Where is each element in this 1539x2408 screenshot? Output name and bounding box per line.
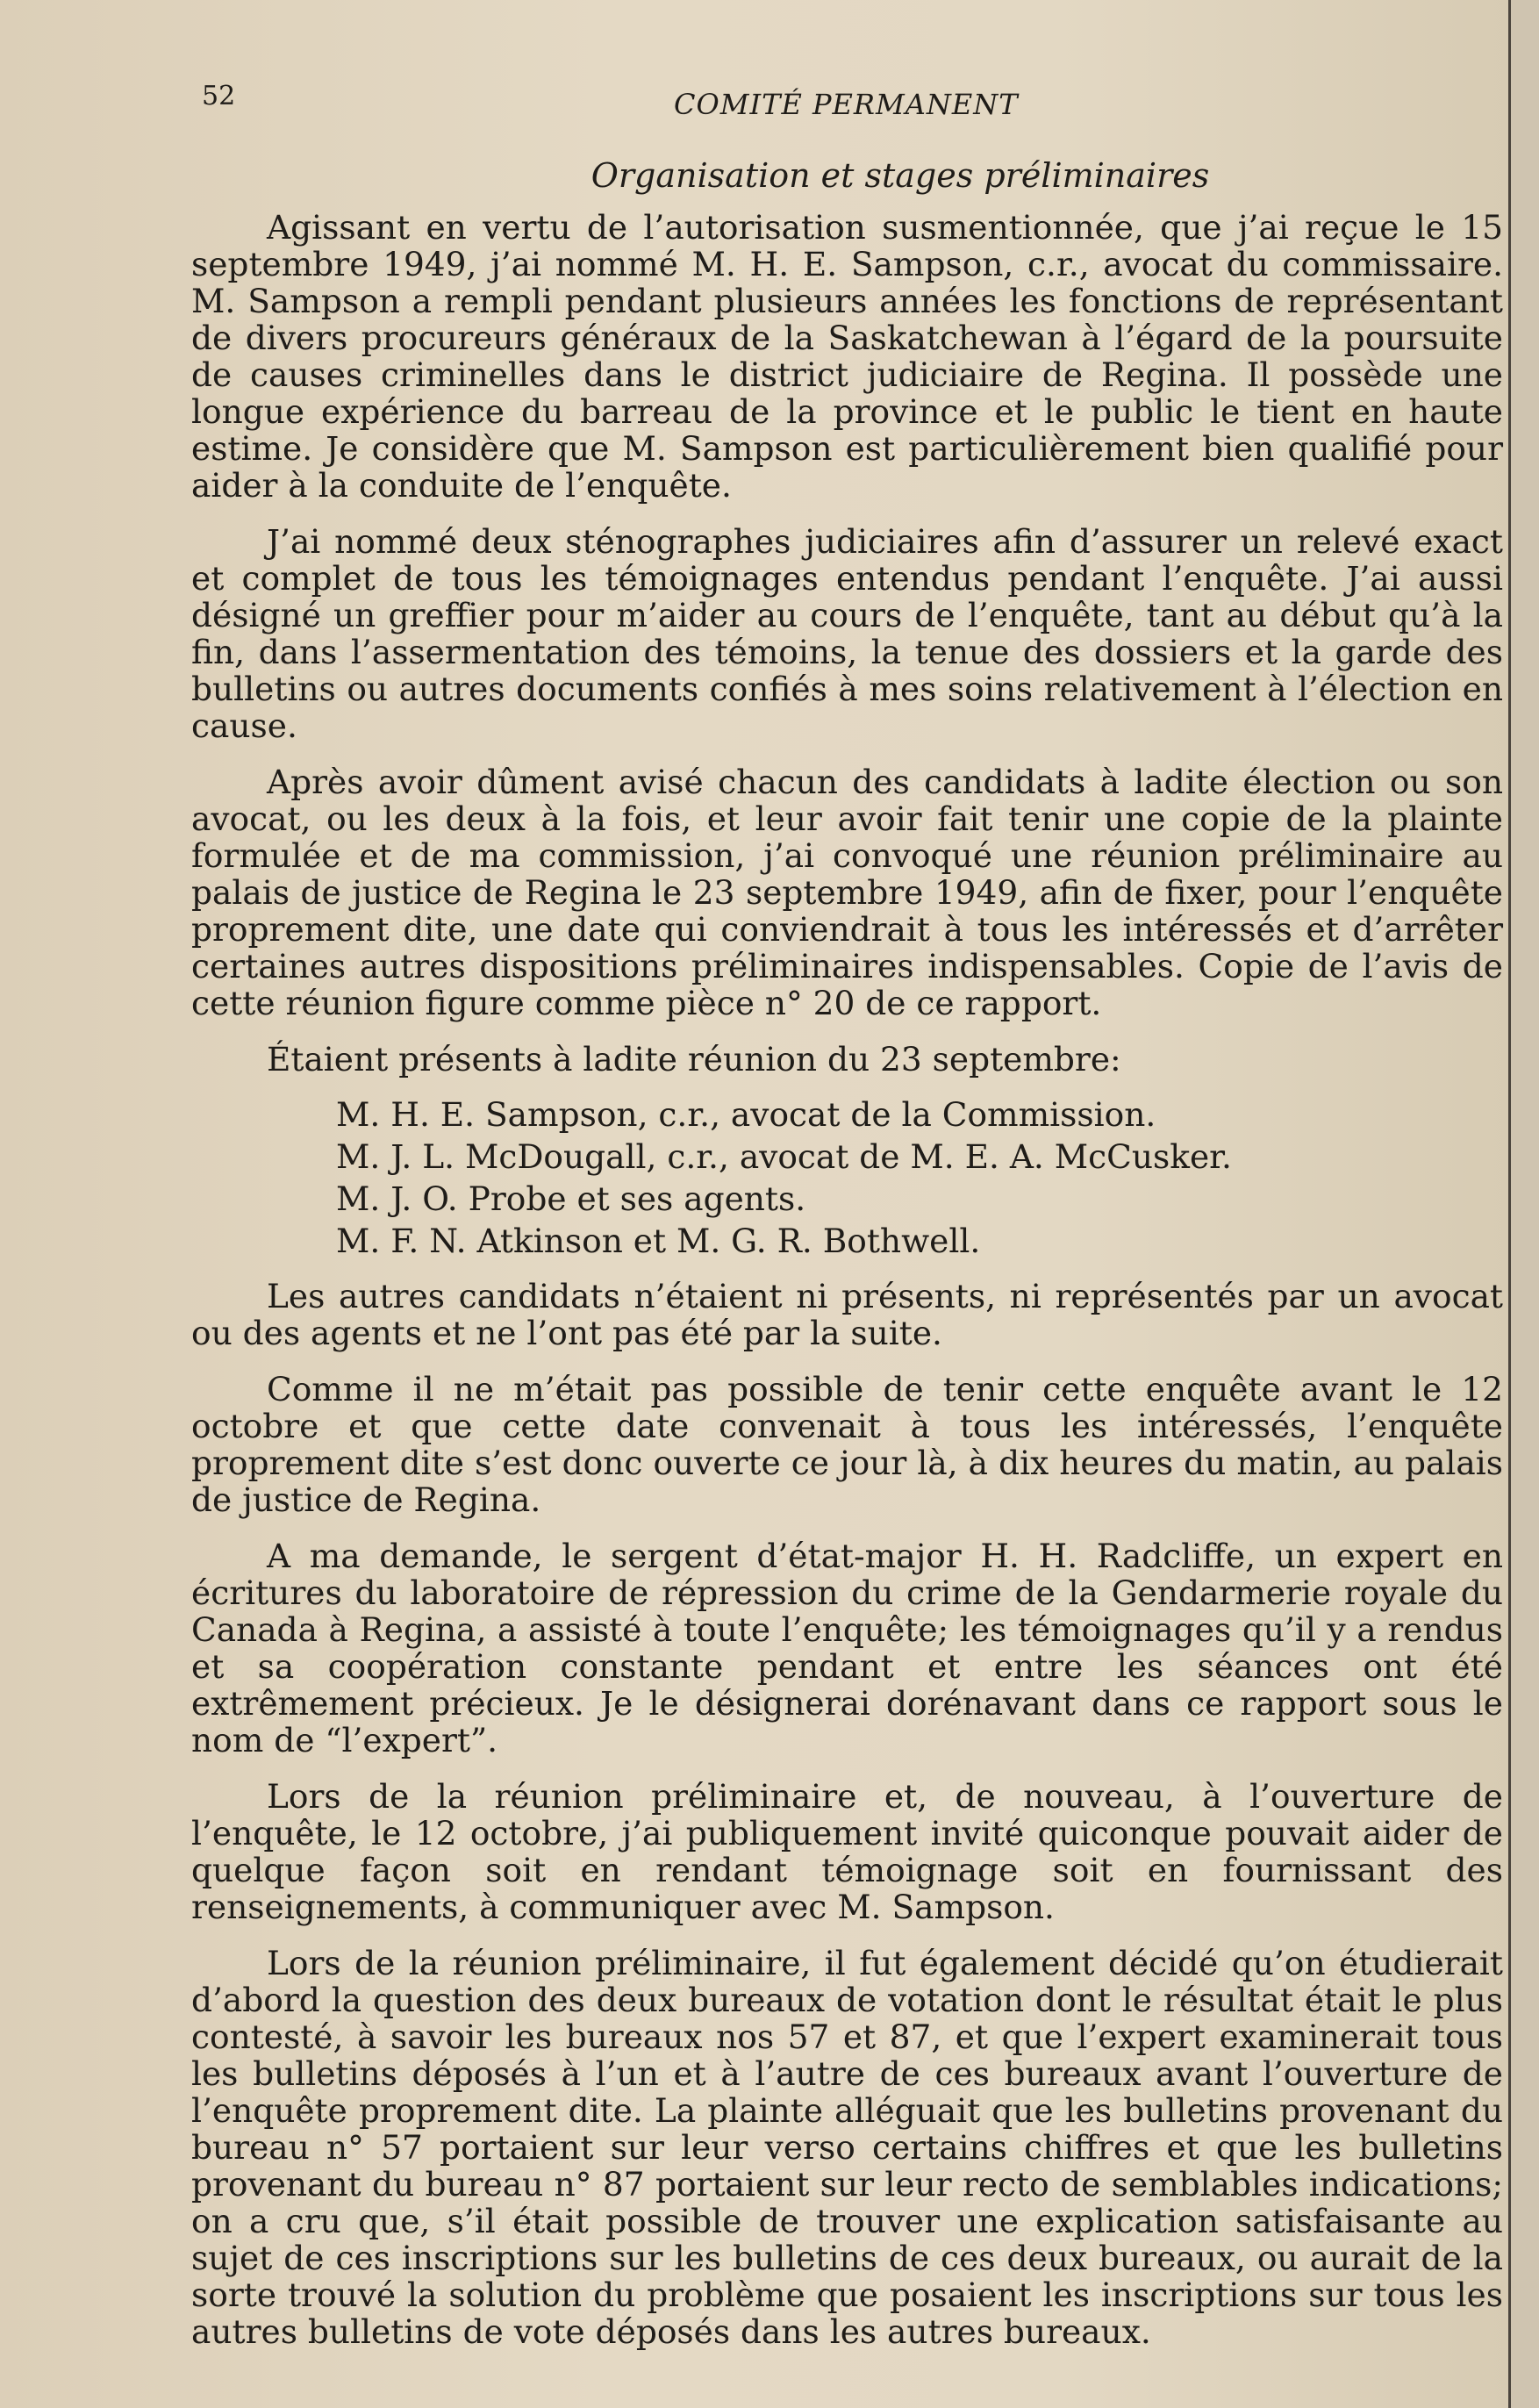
paragraph: A ma demande, le sergent d’état-major H. H. Radcliffe, un expert en écritures du laboratoire de répression du crime de la Gendarmerie royale du Canada à Regina, a assisté à toute l’enquête; les témoignages qu’il y a rendus et sa coopération constante pendant et entre les séances ont été extrêmement précieux. Je le désignerai dorénavant dans ce rapport sous le nom de “l’expert”. bbox=[191, 1537, 1503, 1759]
paragraph: Comme il ne m’était pas possible de tenir cette enquête avant le 12 octobre et que cette date convenait à tous les intéressés, l’enquête proprement dite s’est donc ouverte ce jour là, à dix heures du matin, au palais de justice de Regina. bbox=[191, 1370, 1503, 1519]
body-text bbox=[191, 209, 1503, 2369]
section-title: Organisation et stages préliminaires bbox=[591, 156, 1210, 195]
paragraph: Lors de la réunion préliminaire et, de nouveau, à l’ouverture de l’enquête, le 12 octobre, j’ai publiquement invité quiconque pouvait aider de quelque façon soit en rendant témoignage soit en fournissant des renseignements, à communiquer avec M. Sampson. bbox=[191, 1777, 1503, 1926]
running-head: COMITÉ PERMANENT bbox=[674, 88, 1019, 121]
adjacent-page-edge bbox=[1508, 0, 1539, 2408]
paragraph: Agissant en vertu de l’autorisation susmentionnée, que j’ai reçue le 15 septembre 1949, j’ai nommé M. H. E. Sampson, c.r., avocat du commissaire. M. Sampson a rempli pendant plusieurs années les fonctions de représentant de divers procureurs généraux de la Saskatchewan à l’égard de la poursuite de causes criminelles dans le district judiciaire de Regina. Il possède une longue expérience du barreau de la province et le public le tient en haute estime. Je considère que M. Sampson est particulièrement bien qualifié pour aider à la conduite de l’enquête. bbox=[191, 208, 1503, 505]
attendee-list bbox=[191, 1097, 1503, 1258]
paragraph: Lors de la réunion préliminaire, il fut également décidé qu’on étudierait d’abord la question des deux bureaux de votation dont le résultat était le plus contesté, à savoir les bureaux nos 57 et 87, et que l’expert examinerait tous les bulletins déposés à l’un et à l’autre de ces bureaux avant l’ouverture de l’enquête proprement dite. La plainte alléguait que les bulletins provenant du bureau n° 57 portaient sur leur verso certains chiffres et que les bulletins provenant du bureau n° 87 portaient sur leur recto de semblables indications; on a cru que, s’il était possible de trouver une explication satisfaisante au sujet de ces inscriptions sur les bulletins de ces deux bureaux, ou aurait de la sorte trouvé la solution du problème que posaient les inscriptions sur tous les autres bulletins de vote déposés dans les autres bureaux. bbox=[191, 1944, 1503, 2351]
attendee-item: M. F. N. Atkinson et M. G. R. Bothwell. bbox=[336, 1222, 981, 1260]
paragraph: Les autres candidats n’étaient ni présents, ni représentés par un avocat ou des agents et ne l’ont pas été par la suite. bbox=[191, 1277, 1503, 1352]
attendee-item: M. J. L. McDougall, c.r., avocat de M. E. A. McCusker. bbox=[336, 1137, 1232, 1176]
paragraph: Étaient présents à ladite réunion du 23 septembre: bbox=[267, 1040, 1121, 1079]
attendee-item: M. H. E. Sampson, c.r., avocat de la Commission. bbox=[336, 1095, 1156, 1134]
page-number: 52 bbox=[202, 81, 236, 111]
paragraph: J’ai nommé deux sténographes judiciaires afin d’assurer un relevé exact et complet de tous les témoignages entendus pendant l’enquête. J’ai aussi désigné un greffier pour m’aider au cours de l’enquête, tant au début qu’à la fin, dans l’assermentation des témoins, la tenue des dossiers et la garde des bulletins ou autres documents confiés à mes soins relativement à l’élection en cause. bbox=[191, 522, 1503, 745]
paragraph: Après avoir dûment avisé chacun des candidats à ladite élection ou son avocat, ou les deux à la fois, et leur avoir fait tenir une copie de la plainte formulée et de ma commission, j’ai convoqué une réunion préliminaire au palais de justice de Regina le 23 septembre 1949, afin de fixer, pour l’enquête proprement dite, une date qui conviendrait à tous les intéressés et d’arrêter certaines autres dispositions préliminaires indispensables. Copie de l’avis de cette réunion figure comme pièce n° 20 de ce rapport. bbox=[191, 763, 1503, 1022]
attendee-item: M. J. O. Probe et ses agents. bbox=[336, 1179, 806, 1218]
